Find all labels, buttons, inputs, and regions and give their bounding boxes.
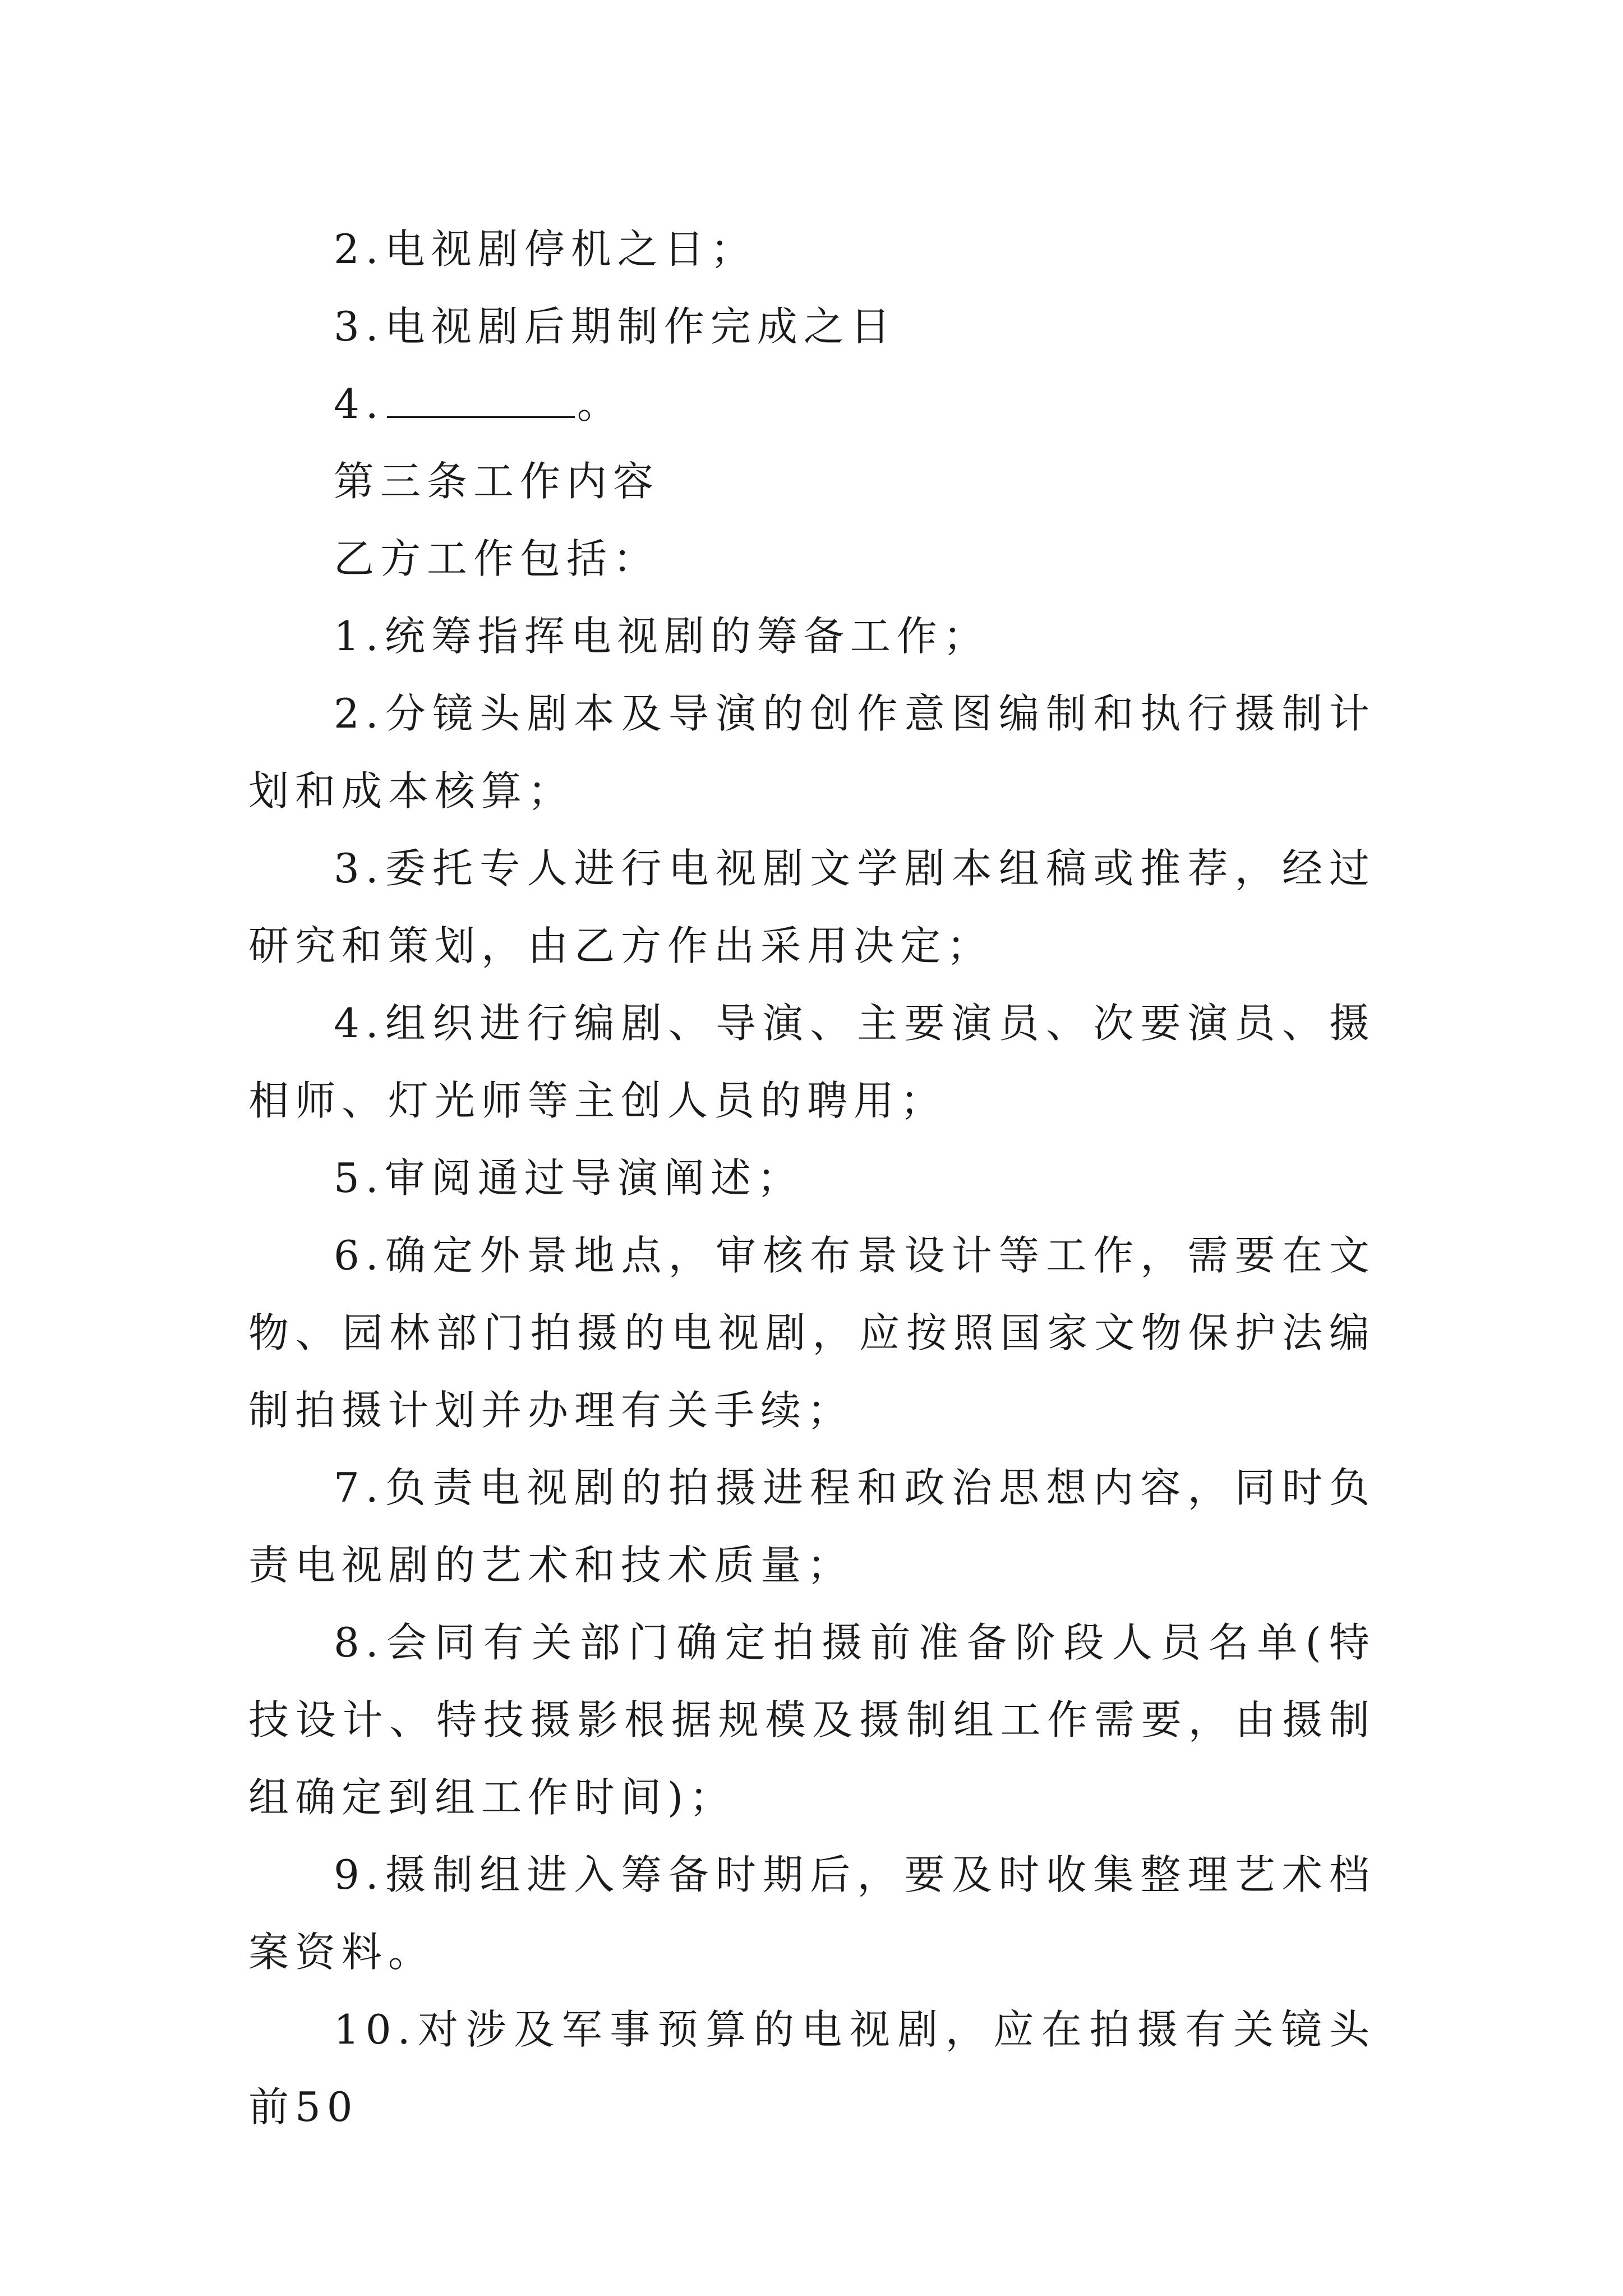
paragraph-item-4-blank: [248, 365, 1376, 443]
paragraph-duty-8: 8.会同有关部门确定拍摄前准备阶段人员名单(特技设计、特技摄影根据规模及摄制组工作需要，由摄制组确定到组工作时间)；: [248, 1619, 1376, 1821]
paragraph-duty-5: 5.审阅通过导演阐述；: [334, 1154, 804, 1202]
paragraph-duty-2: 2.分镜头剧本及导演的创作意图编制和执行摄制计划和成本核算；: [248, 690, 1376, 815]
fill-in-blank-line: [387, 377, 575, 418]
paragraph-duty-3: 3.委托专人进行电视剧文学剧本组稿或推荐，经过研究和策划，由乙方作出采用决定；: [248, 845, 1376, 969]
paragraph-duty-7: 7.负责电视剧的拍摄进程和政治思想内容，同时负责电视剧的艺术和技术质量；: [248, 1464, 1376, 1589]
section-heading-article-3: 第三条工作内容: [334, 458, 660, 505]
paragraph-party-b-intro: 乙方工作包括：: [334, 535, 660, 582]
paragraph-duty-10: 10.对涉及军事预算的电视剧，应在拍摄有关镜头前50: [248, 2006, 1376, 2131]
document-body: [248, 210, 1376, 2146]
item-4-suffix: 。: [577, 380, 624, 427]
item-4-prefix: 4.: [334, 380, 385, 427]
paragraph-duty-9: 9.摄制组进入筹备时期后，要及时收集整理艺术档案资料。: [248, 1851, 1376, 1976]
paragraph-duty-1: 1.统筹指挥电视剧的筹备工作；: [334, 613, 990, 660]
paragraph-duty-6: 6.确定外景地点，审核布景设计等工作，需要在文物、园林部门拍摄的电视剧，应按照国家文物保护法编制拍摄计划并办理有关手续；: [248, 1232, 1376, 1434]
paragraph-item-3-post-production: 3.电视剧后期制作完成之日: [334, 303, 897, 350]
paragraph-duty-4: 4.组织进行编剧、导演、主要演员、次要演员、摄相师、灯光师等主创人员的聘用；: [248, 1000, 1376, 1124]
paragraph-item-2-wrap-date: 2.电视剧停机之日；: [334, 226, 757, 273]
